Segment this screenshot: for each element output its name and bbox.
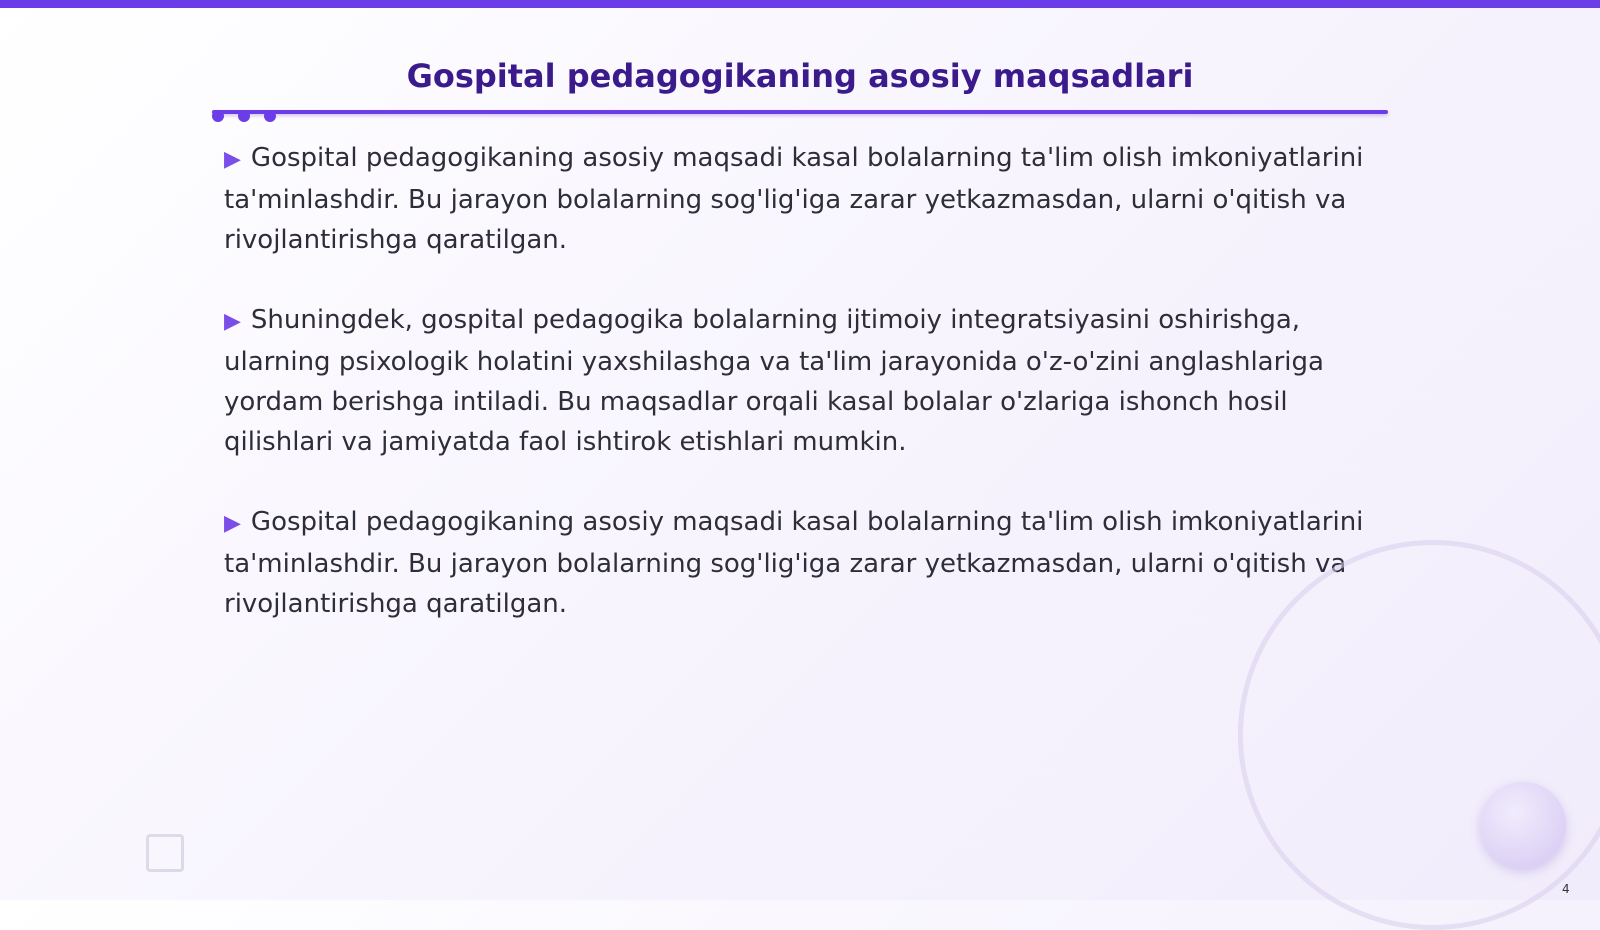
decorative-square: [146, 834, 184, 872]
underline-dot: [264, 110, 276, 122]
top-accent-bar: [0, 0, 1600, 8]
slide-title: Gospital pedagogikaning asosiy maqsadlari: [406, 57, 1194, 95]
decorative-ring: [1238, 540, 1600, 930]
underline-dot: [238, 110, 250, 122]
bullet-paragraph: [224, 300, 1364, 462]
underline-dot: [212, 110, 224, 122]
slide-body: [224, 138, 1364, 664]
triangle-right-icon: ▶: [224, 511, 241, 536]
paragraph-text: Shuningdek, gospital pedagogika bolalarning ijtimoiy integratsiyasini oshirishga, ularning psixologik holatini yaxshilashga va ta'lim jarayonida o'z-o'zini anglashlariga yordam berishga intiladi. Bu maqsadlar orqali kasal bolalar o'zlariga ishonch hosil qilishlari va jamiyatda faol ishtirok etishlari mumkin.: [224, 305, 1324, 457]
title-underline: [212, 110, 1388, 114]
paragraph-text: Gospital pedagogikaning asosiy maqsadi kasal bolalarning ta'lim olish imkoniyatlarini ta'minlashdir. Bu jarayon bolalarning sog'lig'iga zarar yetkazmasdan, ularni o'qitish va rivojlantirishga qaratilgan.: [224, 143, 1364, 255]
triangle-right-icon: ▶: [224, 309, 241, 334]
triangle-right-icon: ▶: [224, 147, 241, 172]
bullet-paragraph: [224, 502, 1364, 624]
bullet-paragraph: [224, 138, 1364, 260]
page-number: 4: [1562, 882, 1570, 896]
decorative-bubble: [1480, 782, 1566, 868]
paragraph-text: Gospital pedagogikaning asosiy maqsadi kasal bolalarning ta'lim olish imkoniyatlarini ta'minlashdir. Bu jarayon bolalarning sog'lig'iga zarar yetkazmasdan, ularni o'qitish va rivojlantirishga qaratilgan.: [224, 507, 1364, 619]
